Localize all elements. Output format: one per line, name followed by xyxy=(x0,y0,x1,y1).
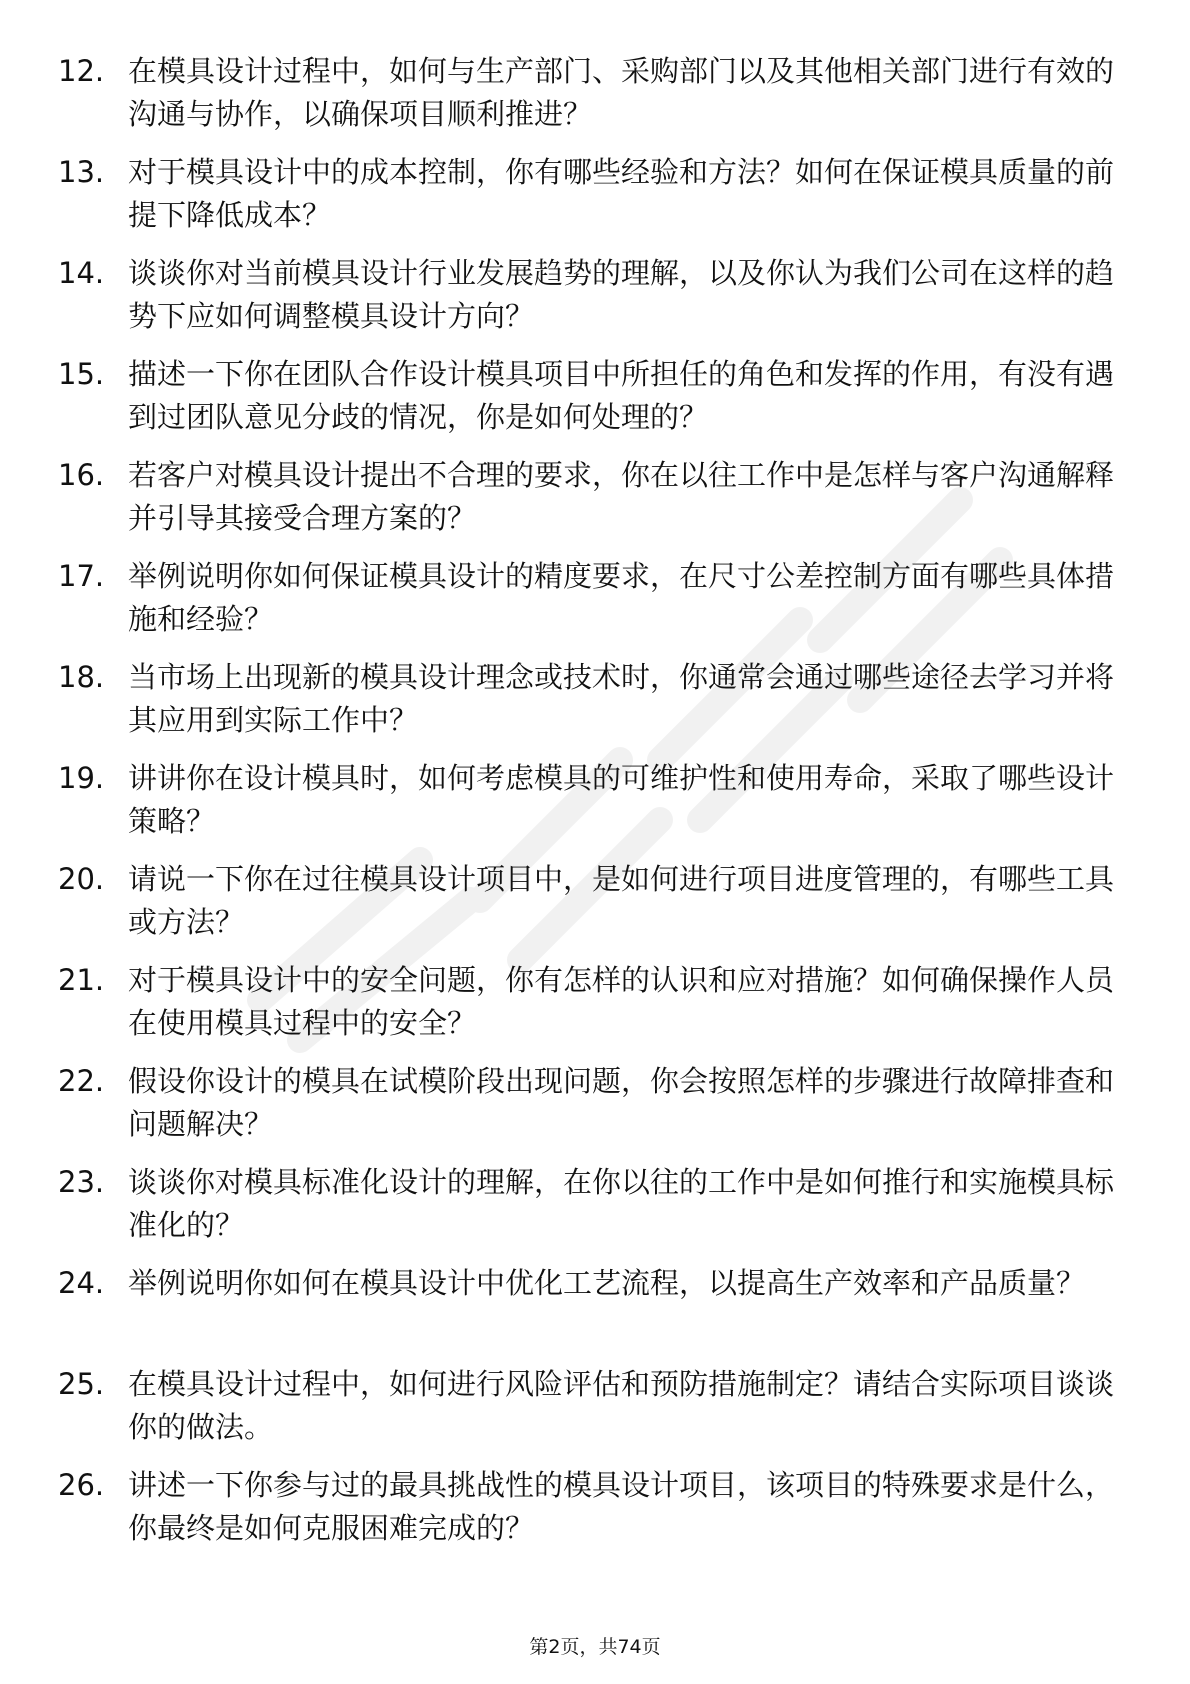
question-item xyxy=(58,353,1118,439)
question-text: 对于模具设计中的安全问题，你有怎样的认识和应对措施？如何确保操作人员在使用模具过程中的安全？ xyxy=(128,963,1115,1040)
question-text: 讲述一下你参与过的最具挑战性的模具设计项目，该项目的特殊要求是什么，你最终是如何克服困难完成的？ xyxy=(128,1468,1115,1545)
question-number: 15. xyxy=(58,357,105,391)
question-text: 描述一下你在团队合作设计模具项目中所担任的角色和发挥的作用，有没有遇到过团队意见分歧的情况，你是如何处理的？ xyxy=(128,357,1115,434)
question-item xyxy=(58,50,1118,136)
question-text: 举例说明你如何保证模具设计的精度要求，在尺寸公差控制方面有哪些具体措施和经验？ xyxy=(128,559,1115,636)
question-item xyxy=(58,555,1118,641)
question-text: 当市场上出现新的模具设计理念或技术时，你通常会通过哪些途径去学习并将其应用到实际工作中？ xyxy=(128,660,1115,737)
question-item xyxy=(58,656,1118,742)
question-number: 25. xyxy=(58,1367,105,1401)
question-item xyxy=(58,1161,1118,1247)
question-text: 谈谈你对当前模具设计行业发展趋势的理解，以及你认为我们公司在这样的趋势下应如何调整模具设计方向？ xyxy=(128,256,1115,333)
question-number: 20. xyxy=(58,862,105,896)
question-item xyxy=(58,1262,1118,1348)
question-text: 在模具设计过程中，如何与生产部门、采购部门以及其他相关部门进行有效的沟通与协作，以确保项目顺利推进？ xyxy=(128,54,1115,131)
question-text: 请说一下你在过往模具设计项目中，是如何进行项目进度管理的，有哪些工具或方法？ xyxy=(128,862,1115,939)
page-number-label: 第2页，共74页 xyxy=(529,1636,661,1658)
question-number: 18. xyxy=(58,660,105,694)
question-text: 若客户对模具设计提出不合理的要求，你在以往工作中是怎样与客户沟通解释并引导其接受合理方案的？ xyxy=(128,458,1115,535)
question-text: 谈谈你对模具标准化设计的理解，在你以往的工作中是如何推行和实施模具标准化的？ xyxy=(128,1165,1115,1242)
question-item xyxy=(58,1464,1118,1550)
question-number: 26. xyxy=(58,1468,105,1502)
question-text: 对于模具设计中的成本控制，你有哪些经验和方法？如何在保证模具质量的前提下降低成本？ xyxy=(128,155,1115,232)
question-text: 举例说明你如何在模具设计中优化工艺流程，以提高生产效率和产品质量？ xyxy=(128,1266,1086,1300)
page-footer xyxy=(0,1635,1190,1659)
question-item xyxy=(58,959,1118,1045)
question-number: 22. xyxy=(58,1064,105,1098)
question-text: 假设你设计的模具在试模阶段出现问题，你会按照怎样的步骤进行故障排查和问题解决？ xyxy=(128,1064,1115,1141)
question-item xyxy=(58,151,1118,237)
question-item xyxy=(58,858,1118,944)
question-number: 17. xyxy=(58,559,105,593)
question-number: 16. xyxy=(58,458,105,492)
question-number: 13. xyxy=(58,155,105,189)
question-item xyxy=(58,1060,1118,1146)
question-number: 19. xyxy=(58,761,105,795)
question-item xyxy=(58,454,1118,540)
question-item xyxy=(58,1363,1118,1449)
question-text: 讲讲你在设计模具时，如何考虑模具的可维护性和使用寿命，采取了哪些设计策略？ xyxy=(128,761,1115,838)
question-item xyxy=(58,252,1118,338)
question-number: 21. xyxy=(58,963,105,997)
question-number: 24. xyxy=(58,1266,105,1300)
question-item xyxy=(58,757,1118,843)
question-text: 在模具设计过程中，如何进行风险评估和预防措施制定？请结合实际项目谈谈你的做法。 xyxy=(128,1367,1115,1444)
question-number: 12. xyxy=(58,54,105,88)
question-number: 14. xyxy=(58,256,105,290)
question-list xyxy=(58,50,1118,1565)
question-number: 23. xyxy=(58,1165,105,1199)
